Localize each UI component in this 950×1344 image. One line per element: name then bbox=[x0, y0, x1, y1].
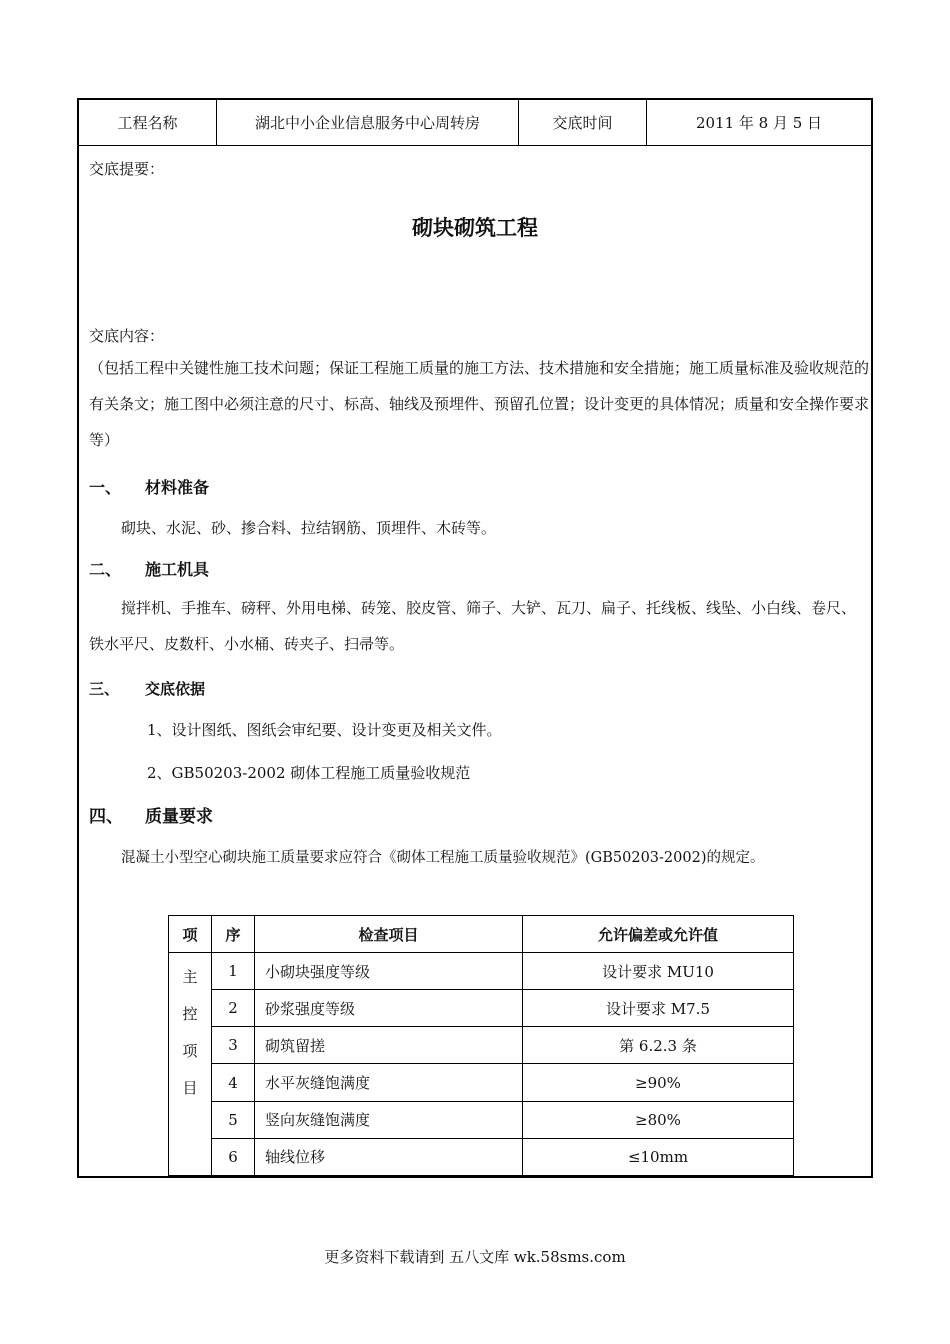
table-row bbox=[169, 1101, 794, 1138]
group-char-1: 主 bbox=[182, 968, 198, 986]
date-value: 2011 年 8 月 5 日 bbox=[695, 114, 823, 132]
row-value: ≤10mm bbox=[523, 1138, 794, 1175]
row-value: ≥80% bbox=[523, 1101, 794, 1138]
row-value: 设计要求 M7.5 bbox=[523, 990, 794, 1027]
row-name: 砂浆强度等级 bbox=[255, 990, 523, 1027]
section-3-heading bbox=[89, 678, 205, 699]
content-label: 交底内容： bbox=[89, 327, 165, 345]
table-row bbox=[169, 953, 794, 990]
row-seq: 2 bbox=[212, 990, 255, 1027]
row-name: 砌筑留搓 bbox=[255, 1027, 523, 1064]
page-title: 砌块砌筑工程 bbox=[412, 215, 538, 240]
project-name-value: 湖北中小企业信息服务中心周转房 bbox=[217, 100, 519, 145]
section-4-title: 质量要求 bbox=[145, 807, 213, 827]
section-3-number: 三、 bbox=[89, 680, 120, 698]
group-char-3: 项 bbox=[182, 1042, 198, 1060]
row-name: 竖向灰缝饱满度 bbox=[255, 1101, 523, 1138]
table-row bbox=[169, 1064, 794, 1101]
date-label: 交底时间 bbox=[519, 100, 647, 145]
section-1-title: 材料准备 bbox=[145, 478, 210, 497]
section-4-body: 混凝土小型空心砌块施工质量要求应符合《砌体工程施工质量验收规范》(GB50203-2002)的规定。 bbox=[121, 850, 765, 866]
table-row bbox=[169, 990, 794, 1027]
section-3-title: 交底依据 bbox=[145, 680, 206, 698]
header-seq: 序 bbox=[212, 916, 255, 953]
section-2-heading bbox=[89, 557, 209, 580]
row-value: 设计要求 MU10 bbox=[523, 953, 794, 990]
row-seq: 6 bbox=[212, 1138, 255, 1175]
section-2-number: 二、 bbox=[89, 560, 122, 579]
row-seq: 1 bbox=[212, 953, 255, 990]
table-row bbox=[169, 1138, 794, 1175]
section-2-body: 搅拌机、手推车、磅秤、外用电梯、砖笼、胶皮管、筛子、大铲、瓦刀、扁子、托线板、线坠、小白线、卷尺、铁水平尺、皮数杆、小水桶、砖夹子、扫帚等。 bbox=[89, 599, 857, 653]
section-1-heading bbox=[89, 475, 209, 498]
group-char-4: 目 bbox=[182, 1079, 198, 1097]
row-name: 水平灰缝饱满度 bbox=[255, 1064, 523, 1101]
intro-paragraph: （包括工程中关键性施工技术问题；保证工程施工质量的施工方法、技术措施和安全措施；施工质量标准及验收规范的有关条文；施工图中必须注意的尺寸、标高、轴线及预埋件、预留孔位置；设计变更的具体情况；质量和安全操作要求等） bbox=[89, 359, 870, 449]
section-1-number: 一、 bbox=[89, 478, 122, 497]
document-frame bbox=[77, 98, 873, 1178]
header-item: 项 bbox=[169, 916, 212, 953]
basis-item-2: 2、GB50203-2002 砌体工程施工质量验收规范 bbox=[147, 764, 471, 782]
header-row bbox=[79, 100, 871, 146]
section-2-title: 施工机具 bbox=[145, 560, 210, 579]
row-value: ≥90% bbox=[523, 1064, 794, 1101]
footer-text: 更多资料下载请到 五八文库 wk.58sms.com bbox=[324, 1248, 626, 1266]
row-seq: 4 bbox=[212, 1064, 255, 1101]
row-seq: 5 bbox=[212, 1101, 255, 1138]
header-allowance: 允许偏差或允许值 bbox=[523, 916, 794, 953]
row-name: 小砌块强度等级 bbox=[255, 953, 523, 990]
row-value: 第 6.2.3 条 bbox=[523, 1027, 794, 1064]
basis-item-1: 1、设计图纸、图纸会审纪要、设计变更及相关文件。 bbox=[147, 721, 502, 739]
section-4-number: 四、 bbox=[89, 807, 123, 827]
quality-table bbox=[168, 915, 794, 1176]
summary-label: 交底提要： bbox=[89, 160, 165, 178]
group-char-2: 控 bbox=[182, 1005, 198, 1023]
row-name: 轴线位移 bbox=[255, 1138, 523, 1175]
main-control-group bbox=[169, 953, 212, 1176]
table-row bbox=[169, 1027, 794, 1064]
table-header-row bbox=[169, 916, 794, 953]
project-name-label: 工程名称 bbox=[79, 100, 217, 145]
header-check-item: 检查项目 bbox=[255, 916, 523, 953]
section-4-heading bbox=[89, 802, 213, 827]
section-1-body: 砌块、水泥、砂、掺合料、拉结钢筋、顶埋件、木砖等。 bbox=[121, 519, 497, 537]
row-seq: 3 bbox=[212, 1027, 255, 1064]
